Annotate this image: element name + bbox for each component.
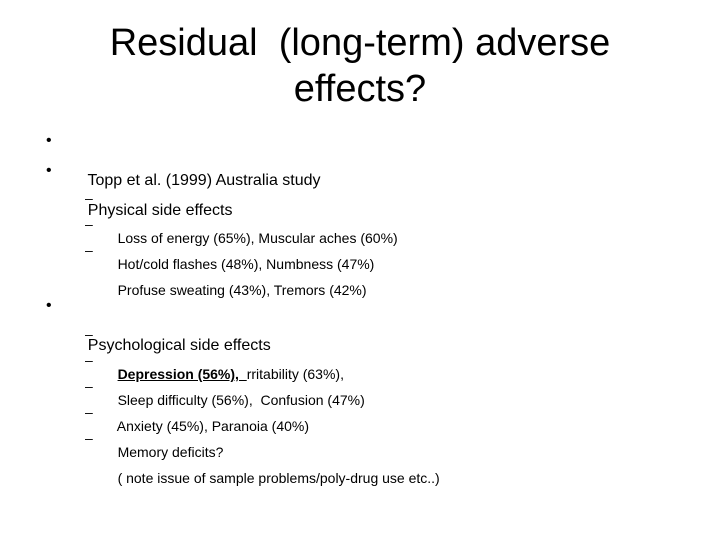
bullet-text: Topp et al. (1999) Australia study xyxy=(87,172,321,189)
bullet-text: Physical side effects xyxy=(87,202,233,219)
dash-icon: – xyxy=(85,190,93,206)
sub-item-text: Hot/cold flashes (48%), Numbness (47%) xyxy=(117,256,375,272)
dash-icon: – xyxy=(85,242,93,258)
bullet-text: Psychological side effects xyxy=(87,337,271,354)
emphasized-text: Depression (56%), xyxy=(117,366,247,382)
dash-icon: – xyxy=(85,430,93,446)
slide-title-line-2: effects? xyxy=(293,68,427,110)
dash-icon: – xyxy=(85,378,93,394)
sub-item-text: Profuse sweating (43%), Tremors (42%) xyxy=(117,282,367,298)
dash-icon: – xyxy=(85,352,93,368)
sub-item-text: rritability (63%), xyxy=(246,366,344,382)
bullet-icon: • xyxy=(46,162,52,179)
dash-icon: – xyxy=(85,326,93,342)
bullet-icon: • xyxy=(46,132,52,149)
sub-item-text: Anxiety (45%), Paranoia (40%) xyxy=(116,418,309,434)
sub-item-text: ( note issue of sample problems/poly-drug use etc..) xyxy=(117,470,440,486)
bullet-icon: • xyxy=(46,297,52,314)
dash-icon: – xyxy=(85,404,93,420)
dash-icon: – xyxy=(85,216,93,232)
sub-item-text: Memory deficits? xyxy=(117,444,224,460)
sub-item-sample-note xyxy=(85,428,440,508)
sub-item-text: Sleep difficulty (56%), Confusion (47%) xyxy=(117,392,365,408)
sub-item-text: Loss of energy (65%), Muscular aches (60%) xyxy=(117,230,398,246)
slide-title-line-1: Residual (long-term) adverse xyxy=(109,22,611,64)
slide-title xyxy=(60,20,660,112)
